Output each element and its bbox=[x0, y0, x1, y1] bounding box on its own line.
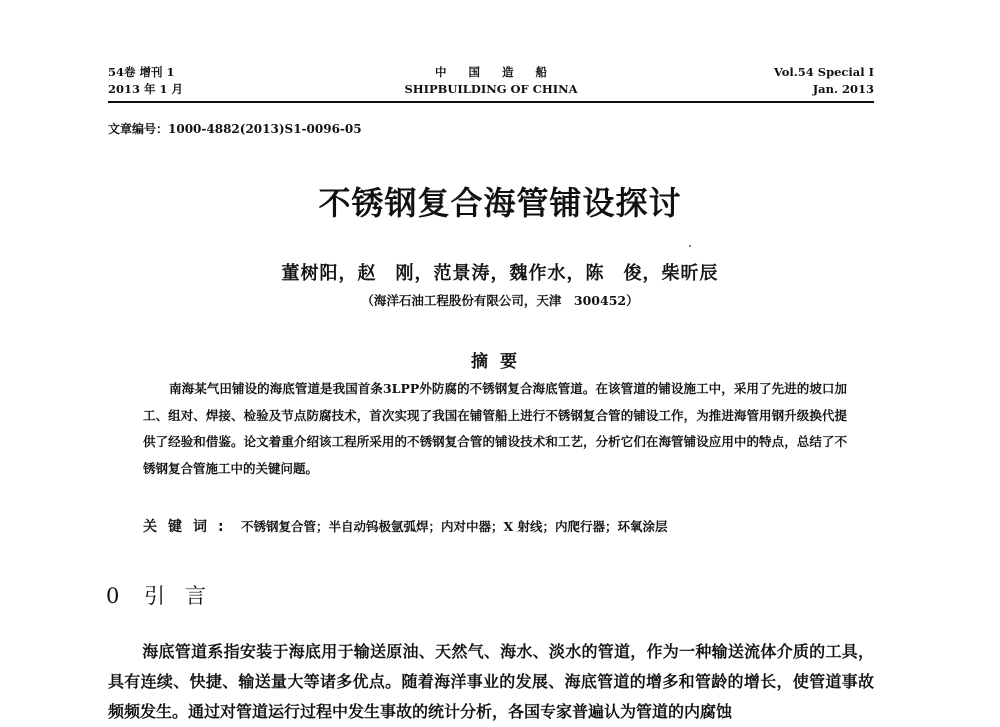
header-rule bbox=[108, 101, 874, 103]
keywords bbox=[143, 516, 668, 536]
scan-speck bbox=[689, 245, 691, 247]
abstract-heading: 摘要 bbox=[471, 352, 529, 372]
affiliation: （海洋石油工程股份有限公司，天津 300452） bbox=[361, 293, 639, 308]
abstract-text: 南海某气田铺设的海底管道是我国首条3LPP外防腐的不锈钢复合海底管道。在该管道的铺设施工中，采用了先进的坡口加工、组对、焊接、检验及节点防腐技术，首次实现了我国在铺管船上进行不锈钢复合管的铺设工作，为推进海管用钢升级换代提供了经验和借鉴。论文着重介绍该工程所采用的不锈钢复合管的铺设技术和工艺，分析它们在海管铺设应用中的特点，总结了不锈钢复合管施工中的关键问题。 bbox=[143, 381, 847, 476]
header-volume-info-en bbox=[774, 64, 874, 98]
body-paragraph bbox=[108, 637, 874, 727]
header-journal-cn: 中国造船 bbox=[435, 65, 569, 79]
abstract-body bbox=[143, 376, 847, 482]
section-heading bbox=[106, 580, 226, 610]
header-date: 2013 年 1 月 bbox=[108, 82, 184, 96]
keywords-label: 关键词: bbox=[143, 519, 235, 535]
header-journal bbox=[108, 64, 874, 98]
section-title: 引言 bbox=[144, 584, 226, 608]
section-number: 0 bbox=[106, 584, 120, 608]
author-list: 董树阳，赵 刚，范景涛，魏作水，陈 俊，柴昕辰 bbox=[281, 263, 719, 284]
keywords-text: 不锈钢复合管；半自动钨极氩弧焊；内对中器；X 射线；内爬行器；环氧涂层 bbox=[240, 519, 668, 534]
header-date-en: Jan. 2013 bbox=[812, 82, 874, 96]
header-volume-en: Vol.54 Special I bbox=[773, 65, 874, 79]
running-header bbox=[108, 64, 874, 100]
paper-title: 不锈钢复合海管铺设探讨 bbox=[318, 184, 682, 222]
body-text: 海底管道系指安装于海底用于输送原油、天然气、海水、淡水的管道，作为一种输送流体介质的工具，具有连续、快捷、输送量大等诸多优点。随着海洋事业的发展、海底管道的增多和管龄的增长，使管道事故频频发生。通过对管道运行过程中发生事故的统计分析，各国专家普遍认为管道的内腐蚀 bbox=[108, 642, 874, 721]
article-number: 文章编号：1000-4882(2013)S1-0096-05 bbox=[108, 122, 362, 136]
header-volume: 54卷 增刊 1 bbox=[108, 65, 175, 79]
header-journal-en: SHIPBUILDING OF CHINA bbox=[404, 82, 578, 96]
